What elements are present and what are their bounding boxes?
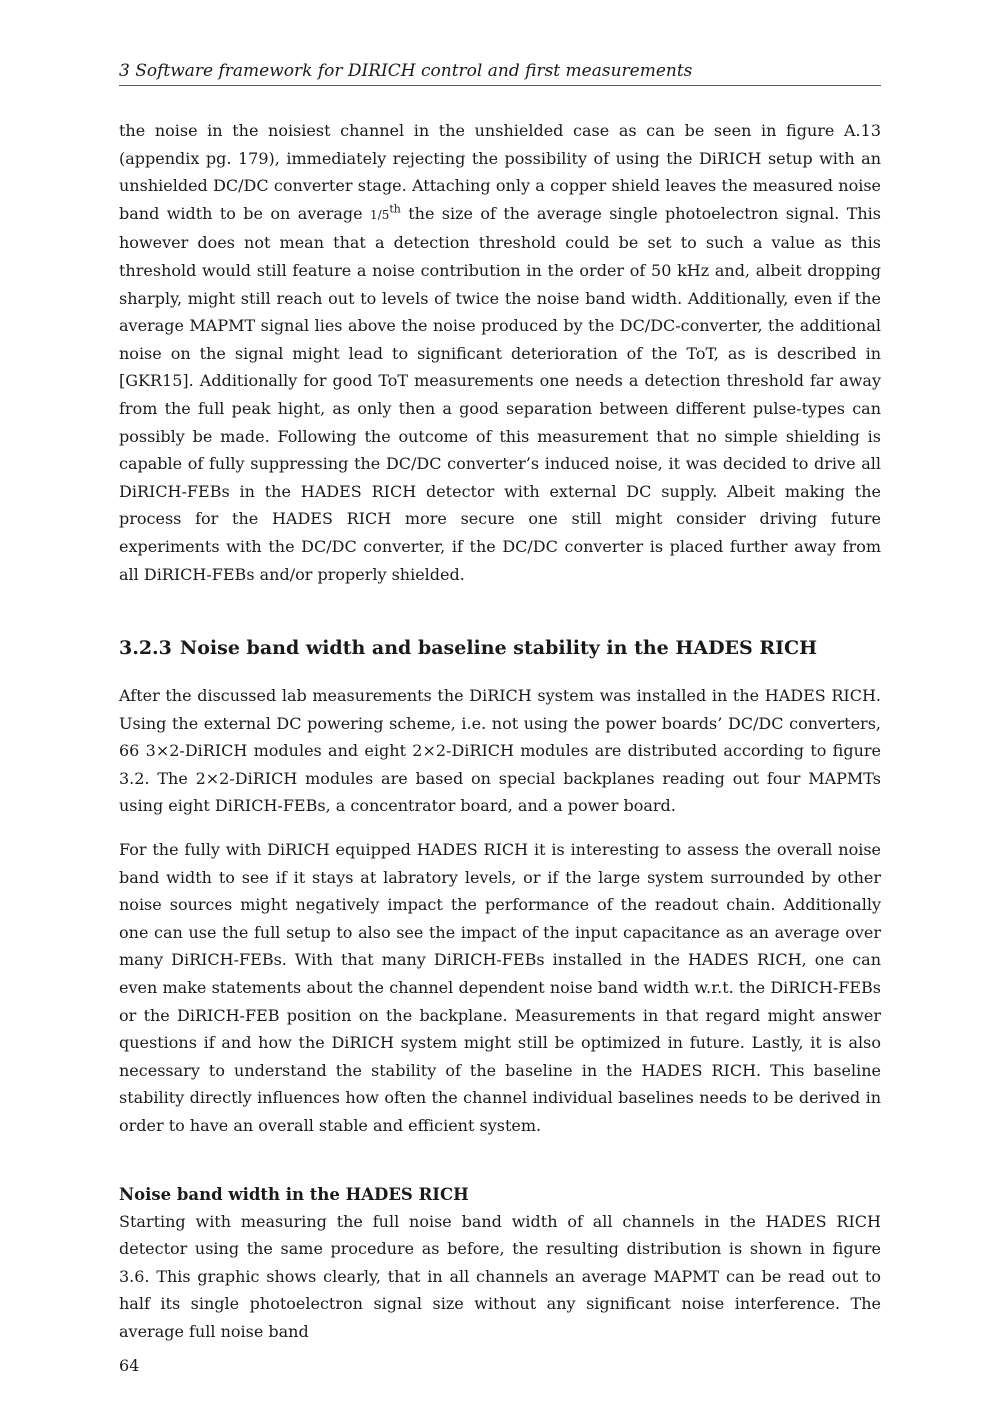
superscript: th <box>389 202 401 216</box>
page-body <box>119 117 881 1346</box>
paragraph-motivation: For the fully with DiRICH equipped HADES RICH it is interesting to assess the overall noise band width to see if it stays at labratory levels, or if the large system surrounded by other noise sources might negatively impact the performance of the readout chain. Additionally one can use the full setup to also see the impact of the input capacitance as an average over many DiRICH-FEBs. With that many DiRICH-FEBs installed in the HADES RICH, one can even make statements about the channel dependent noise band width w.r.t. the DiRICH-FEBs or the DiRICH-FEB position on the backplane. Measurements in that regard might answer questions if and how the DiRICH system might still be optimized in future. Lastly, it is also necessary to understand the stability of the baseline in the HADES RICH. This baseline stability directly influences how often the channel individual baselines needs to be derived in order to have an overall stable and efficient system. <box>119 840 881 1135</box>
subsection-heading: Noise band width in the HADES RICH <box>119 1184 469 1204</box>
section-number: 3.2.3 <box>119 637 172 660</box>
paragraph-lab-install: After the discussed lab measurements the DiRICH system was installed in the HADES RICH. Using the external DC powering scheme, i.e. not using the power boards’ DC/DC converters, 66 3×2-DiRICH modules and eight 2×2-DiRICH modules are distributed according to figure 3.2. The 2×2-DiRICH modules are based on special backplanes reading out four MAPMTs using eight DiRICH-FEBs, a concentrator board, and a power board. <box>119 686 881 816</box>
section-title: Noise band width and baseline stability in the HADES RICH <box>179 637 818 660</box>
fraction: 1/5 <box>370 207 390 222</box>
paragraph-noise-distribution: Starting with measuring the full noise band width of all channels in the HADES RICH detector using the same procedure as before, the resulting distribution is shown in figure 3.6. This graphic shows clearly, that in all channels an average MAPMT can be read out to half its single photoelectron signal size without any significant noise interference. The average full noise band <box>119 1211 881 1341</box>
running-header-title: 3 Software framework for DIRICH control and first measurements <box>119 61 693 81</box>
running-header <box>119 58 881 86</box>
page-number: 64 <box>119 1356 140 1375</box>
paragraph-text: the noise in the noisiest channel in the unshielded case as can be seen in figure A.13 (appendix pg. 179), immediately rejecting the possibility of using the DiRICH setup with an unshielded DC/DC converter stage. Attaching only a copper shield leaves the measured noise band width to be on average <box>119 121 881 223</box>
paragraph-continuation <box>119 117 881 588</box>
paragraph-text: the size of the average single photoelectron signal. This however does not mean that a detection threshold could be set to such a value as this threshold would still feature a noise contribution in the order of 50 kHz and, albeit dropping sharply, might still reach out to levels of twice the noise band width. Additionally, even if the average MAPMT signal lies above the noise produced by the DC/DC-converter, the additional noise on the signal might lead to significant deterioration of the ToT, as is described in [GKR15]. Additionally for good ToT measurements one needs a detection threshold far away from the full peak hight, as only then a good separation between different pulse-types can possibly be made. Following the outcome of this measurement that no simple shielding is capable of fully suppressing the DC/DC converter’s induced noise, it was decided to drive all DiRICH-FEBs in the HADES RICH detector with external DC supply. Albeit making the process for the HADES RICH more secure one still might consider driving future experiments with the DC/DC converter, if the DC/DC converter is placed further away from all DiRICH-FEBs and/or properly shielded. <box>119 203 881 584</box>
section-heading <box>119 634 881 662</box>
